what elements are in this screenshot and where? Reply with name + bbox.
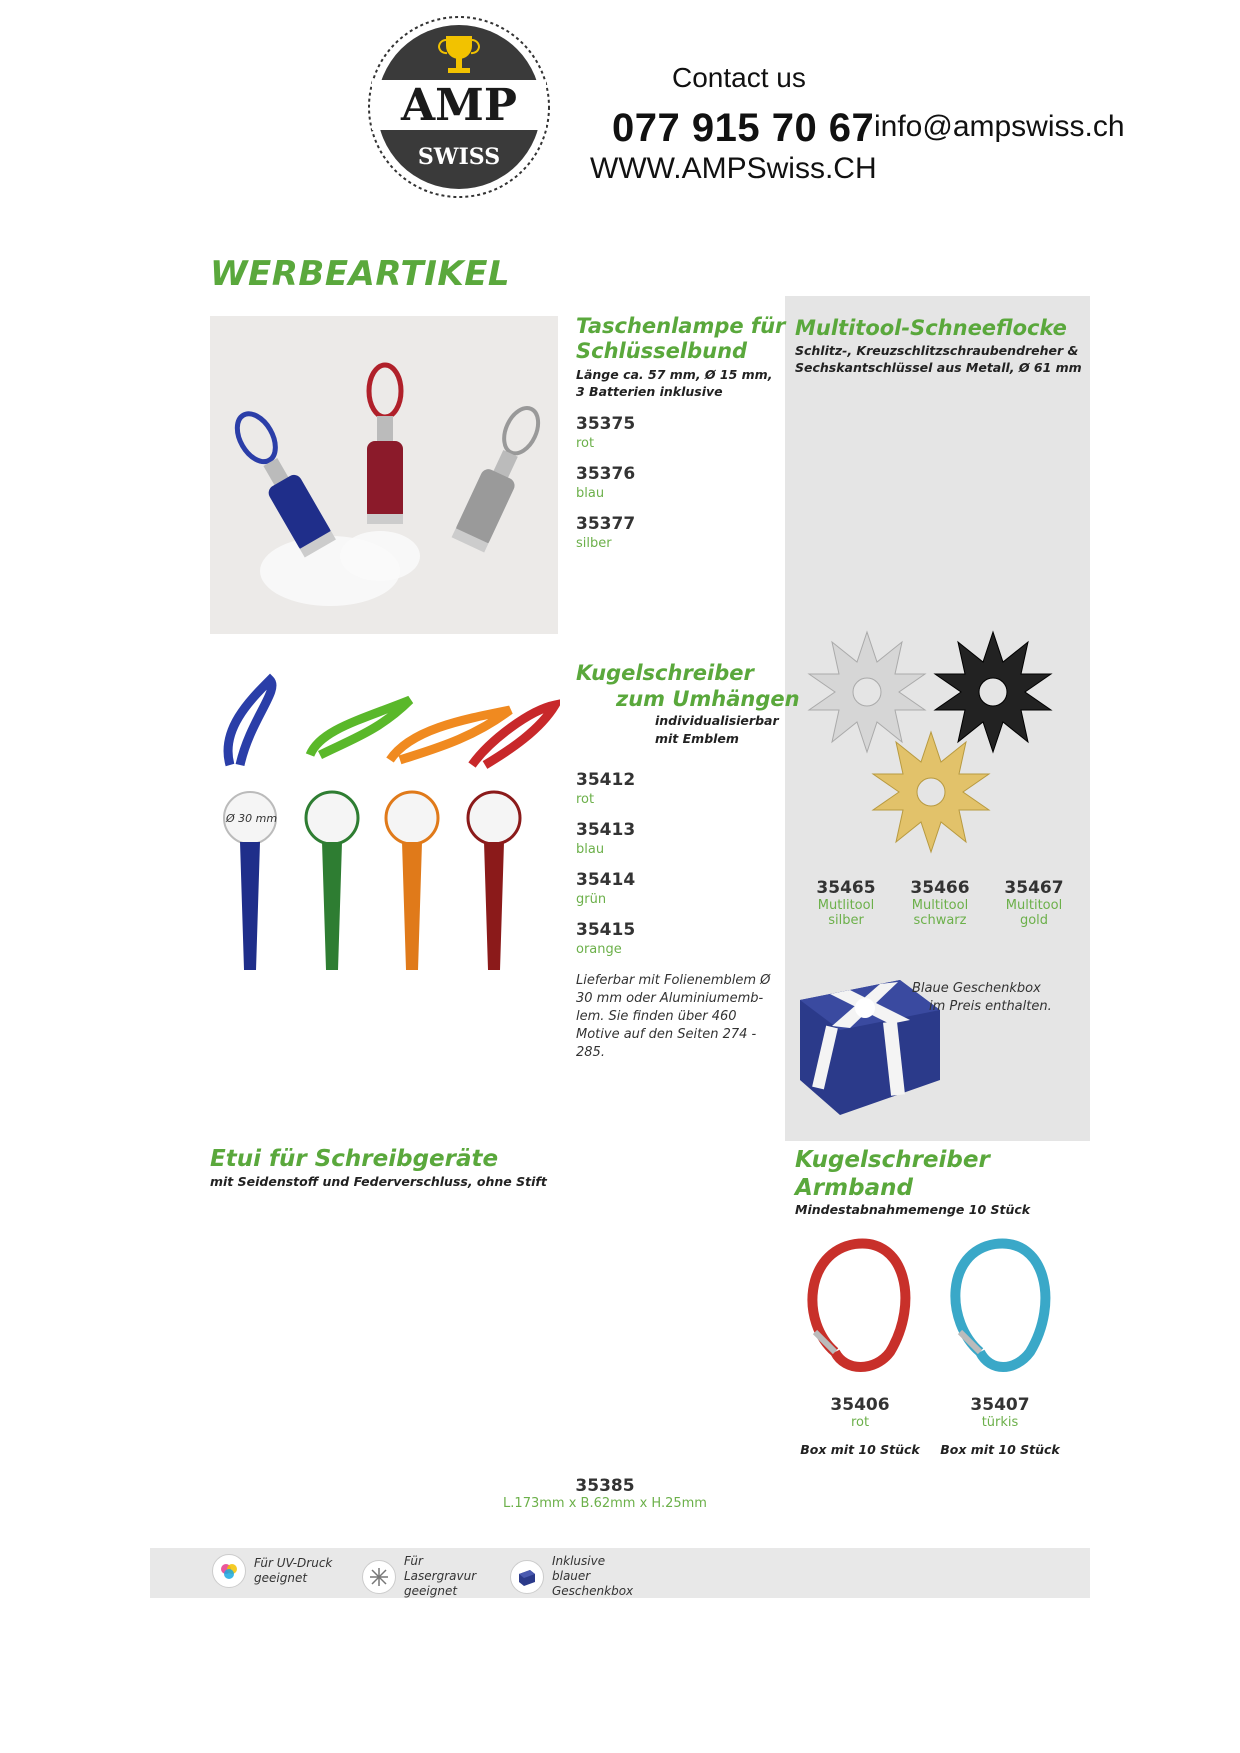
lanyard-pen-variant [576, 820, 635, 857]
lanyard-pen-variant [576, 870, 635, 907]
feature-label-line2: Geschenkbox [552, 1584, 634, 1598]
feature-legend-bar [150, 1548, 1090, 1598]
feature-laser-engraving [362, 1554, 494, 1599]
flashlight-title-line2: Schlüsselbund [576, 339, 748, 363]
variant-label: türkis [981, 1415, 1019, 1430]
lanyard-pen-title-line1: Kugelschreiber [576, 661, 754, 685]
lanyard-pen-note: Lieferbar mit Folienemblem Ø 30 mm oder Aluminiumemb- lem. Sie finden über 460 Motive auf den Seiten 274 - 285. [576, 973, 771, 1060]
bracelet-pen-title-line1: Kugelschreiber [795, 1147, 990, 1173]
lanyard-pen-title [576, 660, 800, 712]
multitool-subtitle [795, 342, 1082, 376]
variant-label: orange [576, 942, 622, 957]
section-title: WERBEARTIKEL [210, 254, 511, 294]
diameter-label: Ø 30 mm [226, 812, 278, 825]
etui-variant [490, 1476, 720, 1511]
product-code: 35377 [576, 514, 636, 534]
bracelet-pen-subtitle: Mindestabnahmemenge 10 Stück [795, 1202, 1031, 1217]
variant-label: blau [576, 842, 605, 857]
lanyard-pen-subtitle-line1: individualisierbar [655, 713, 779, 728]
flashlight-variant [576, 464, 635, 501]
box-quantity: Box mit 10 Stück [940, 1442, 1060, 1457]
logo-text-swiss: SWISS [417, 144, 501, 170]
multitool-variants [803, 878, 1077, 928]
lanyard-pen-subtitle-line2: mit Emblem [655, 731, 739, 746]
feature-label-line2: geeignet [404, 1584, 458, 1598]
product-code: 35375 [576, 414, 636, 434]
product-code: 35376 [576, 464, 636, 484]
feature-gift-box [510, 1554, 642, 1599]
product-code: 35407 [970, 1395, 1030, 1415]
bracelet-pen-variant [795, 1395, 925, 1457]
variant-label: blau [576, 486, 605, 501]
variant-line2: silber [828, 913, 864, 928]
flashlight-title-line1: Taschenlampe für [576, 314, 786, 338]
logo-text-amp: AMP [401, 80, 517, 131]
multitool-variant [991, 878, 1077, 928]
product-code: 35413 [576, 820, 636, 840]
feature-label-line2: geeignet [254, 1571, 308, 1585]
lanyard-pen-title-line2: zum Umhängen [616, 687, 800, 711]
uv-print-icon [212, 1554, 246, 1588]
feature-uv-print [212, 1554, 344, 1588]
amp-swiss-logo [366, 14, 552, 200]
bracelet-pen-variants [795, 1395, 1065, 1457]
variant-line2: schwarz [913, 913, 967, 928]
variant-line2: gold [1019, 913, 1049, 928]
etui-subtitle: mit Seidenstoff und Federverschluss, ohne Stift [210, 1174, 547, 1189]
variant-label: rot [576, 792, 595, 807]
flashlight-variant [576, 414, 635, 451]
variant-line1: Mutlitool [817, 898, 875, 913]
variant-label: rot [576, 436, 595, 451]
variant-line1: Multitool [911, 898, 969, 913]
bracelet-pen-title [795, 1146, 990, 1202]
email-address[interactable]: info@ampswiss.ch [874, 110, 1125, 143]
feature-label [254, 1556, 344, 1586]
feature-label-line1: Für UV-Druck [254, 1556, 333, 1570]
flashlight-subtitle: Länge ca. 57 mm, Ø 15 mm, 3 Batterien inklusive [576, 367, 773, 399]
contact-heading: Contact us [672, 62, 806, 93]
multitool-photo [795, 620, 1075, 880]
feature-label-line1: Für Lasergravur [404, 1554, 477, 1583]
multitool-variant [803, 878, 889, 928]
multitool-subtitle-line2: Sechskantschlüssel aus Metall, Ø 61 mm [795, 360, 1082, 375]
flashlight-photo [210, 316, 558, 634]
gift-box-note-line2: im Preis enthalten. [929, 999, 1052, 1014]
etui-title: Etui für Schreibgeräte [210, 1146, 499, 1172]
product-code: 35466 [910, 878, 970, 898]
lanyard-pen-subtitle [655, 712, 779, 748]
etui-dimensions: L.173mm x B.62mm x H.25mm [503, 1496, 707, 1511]
product-code: 35415 [576, 920, 636, 940]
gift-box-note [912, 980, 1052, 1016]
bracelet-pen-title-line2: Armband [795, 1175, 913, 1201]
gift-box-icon [510, 1560, 544, 1594]
lanyard-pen-variant [576, 920, 635, 957]
product-code: 35412 [576, 770, 636, 790]
bracelet-pen-variant [935, 1395, 1065, 1457]
product-code: 35406 [830, 1395, 890, 1415]
product-code: 35414 [576, 870, 636, 890]
gift-box-note-line1: Blaue Geschenkbox [912, 981, 1041, 996]
lanyard-pen-photo [210, 670, 560, 1010]
flashlight-title [576, 314, 785, 364]
multitool-title: Multitool-Schneeflocke [795, 316, 1067, 340]
multitool-subtitle-line1: Schlitz-, Kreuzschlitzschraubendreher & [795, 343, 1079, 358]
box-quantity: Box mit 10 Stück [800, 1442, 920, 1457]
flashlight-variant [576, 514, 635, 551]
feature-label-line1: Inklusive blauer [552, 1554, 606, 1583]
feature-label [404, 1554, 494, 1599]
multitool-variant [897, 878, 983, 928]
product-code: 35467 [1004, 878, 1064, 898]
feature-label [552, 1554, 642, 1599]
variant-line1: Multitool [1005, 898, 1063, 913]
variant-label: rot [850, 1415, 870, 1430]
product-code: 35465 [816, 878, 876, 898]
phone-number[interactable]: 077 915 70 67 [612, 106, 875, 150]
lanyard-pen-variant [576, 770, 635, 807]
laser-engraving-icon [362, 1560, 396, 1594]
website-url[interactable]: WWW.AMPSwiss.CH [590, 152, 877, 185]
variant-label: grün [576, 892, 607, 907]
product-code: 35385 [575, 1476, 635, 1496]
variant-label: silber [576, 536, 612, 551]
bracelet-pen-photo [795, 1232, 1065, 1392]
